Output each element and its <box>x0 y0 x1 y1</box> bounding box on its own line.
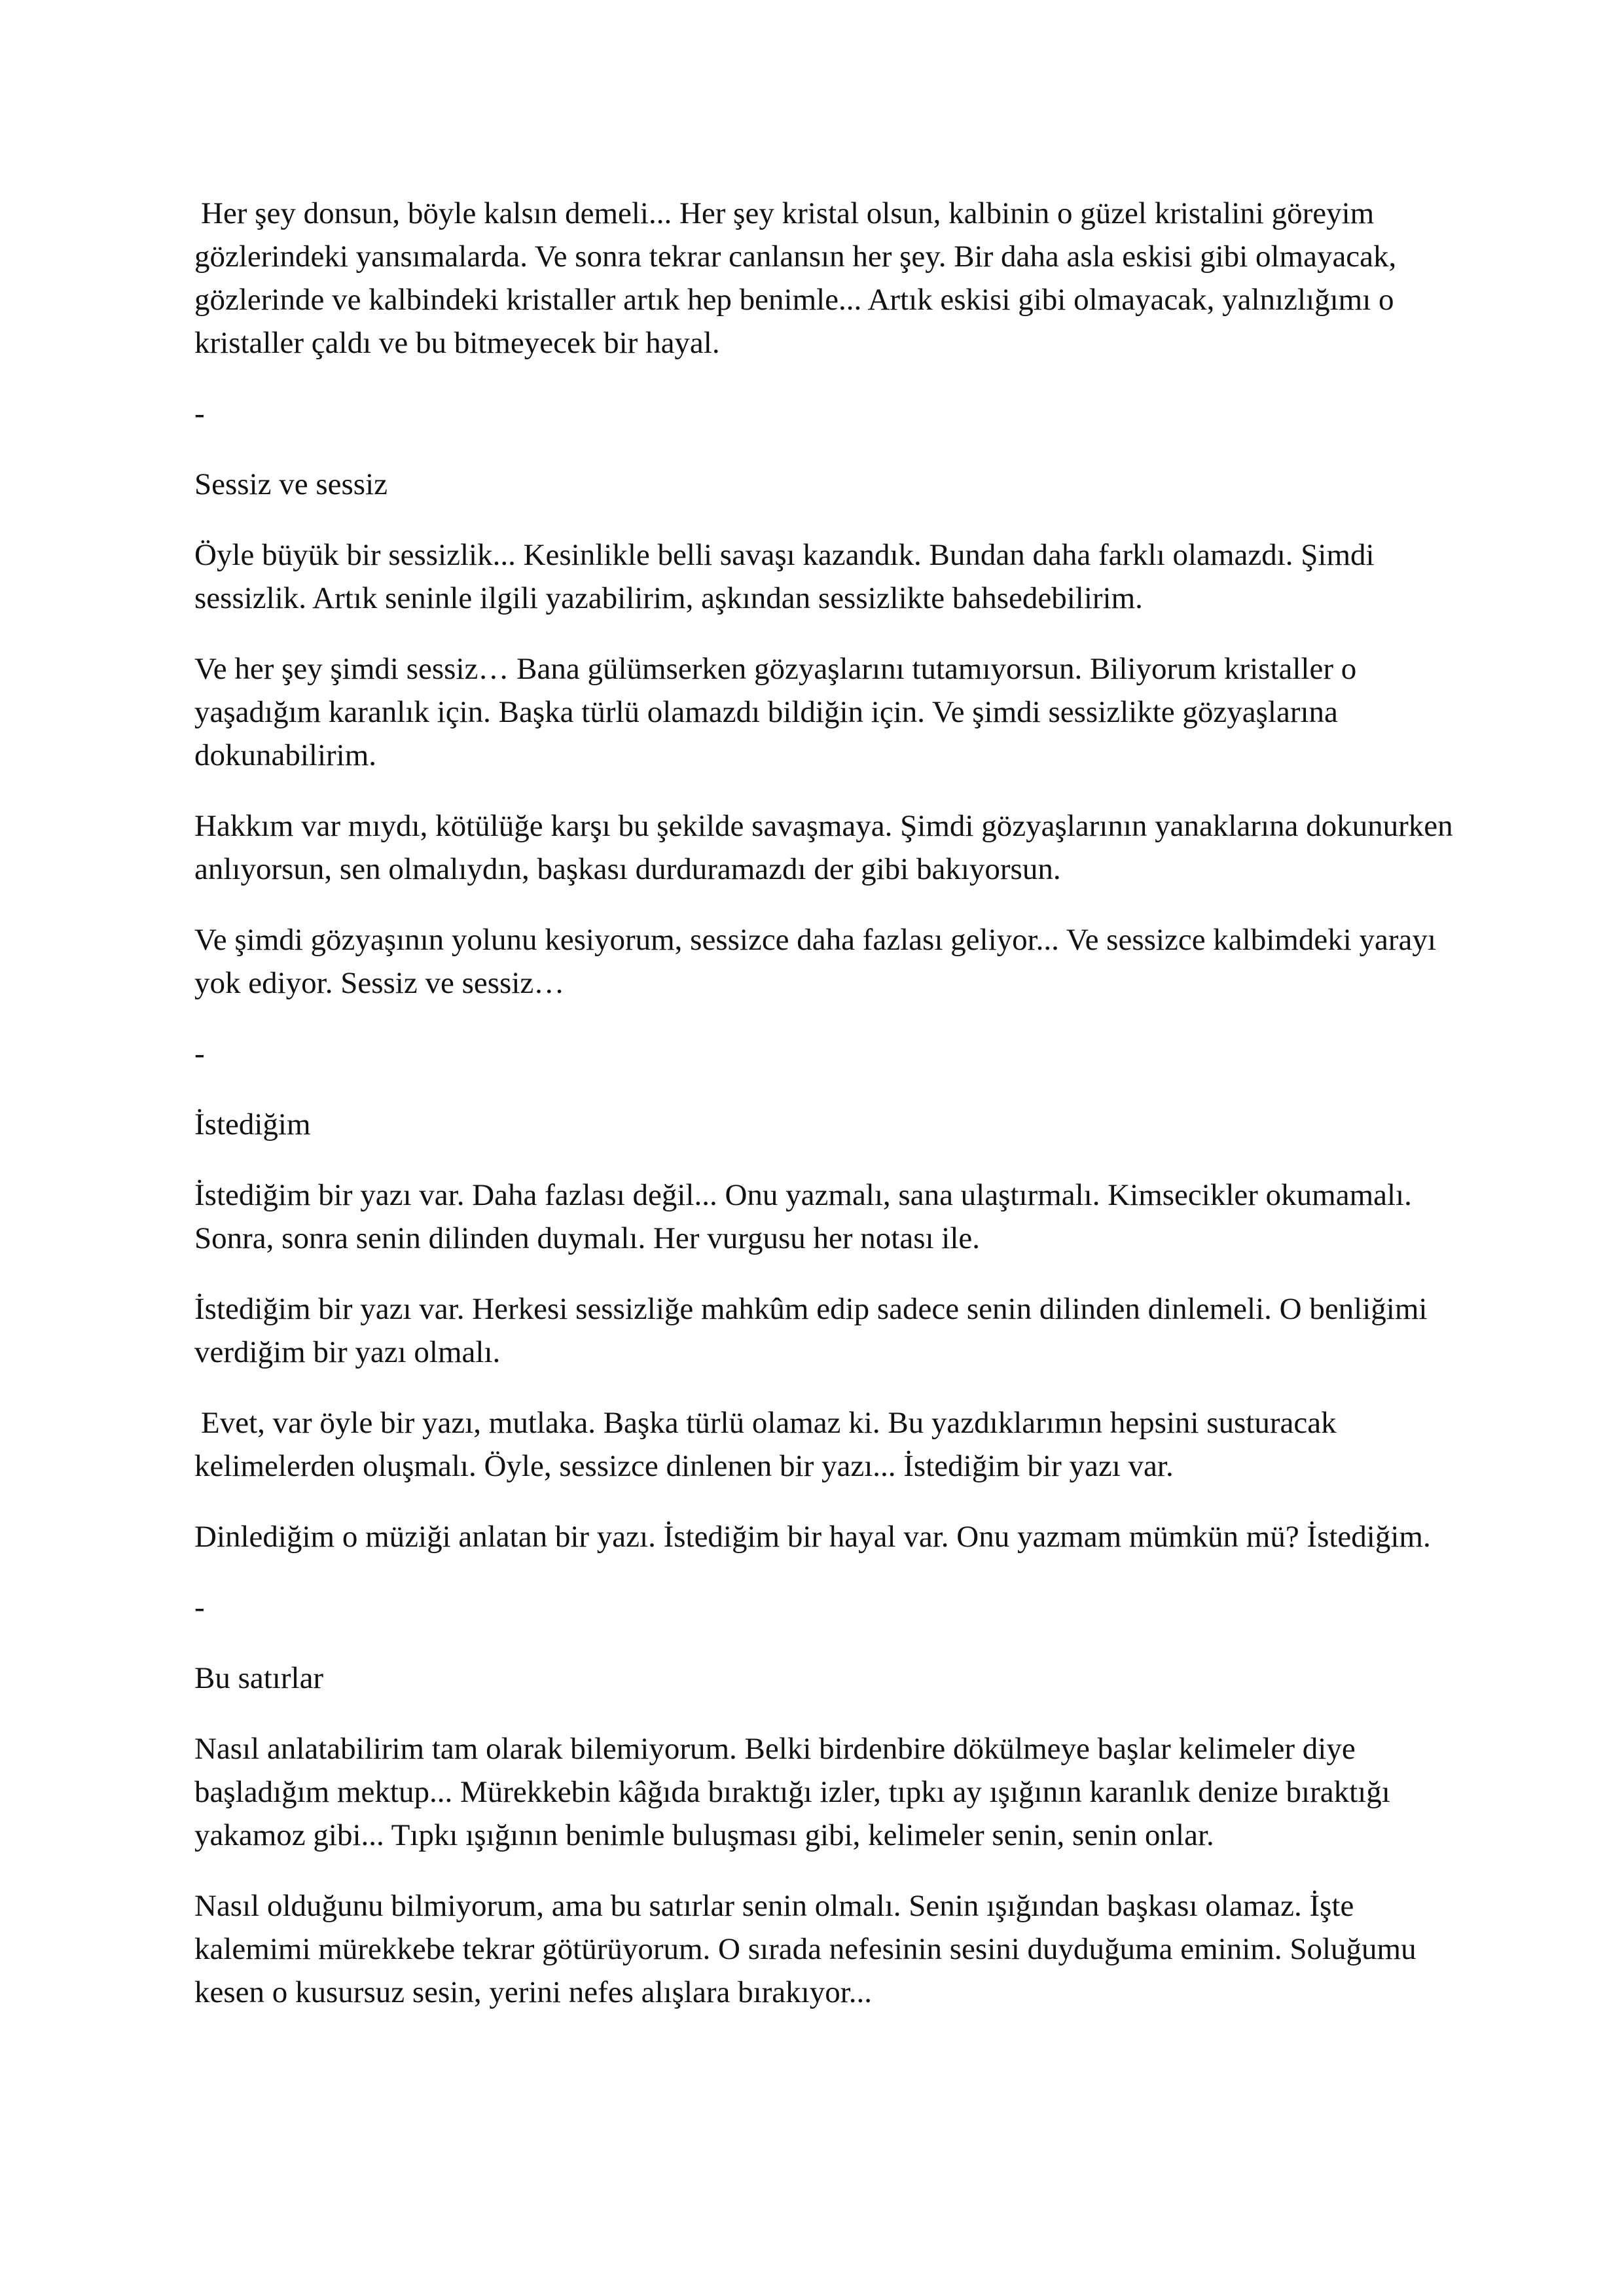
section-separator: - <box>194 1037 205 1071</box>
paragraph: Ve her şey şimdi sessiz… Bana gülümserken gözyaşlarını tutamıyorsun. Biliyorum kristaller o yaşadığım karanlık için. Başka türlü olamazdı bildiğin için. Ve şimdi sessizlikte gözyaşlarına dokunabilirim. <box>194 652 1357 772</box>
paragraph: Nasıl anlatabilirim tam olarak bilemiyorum. Belki birdenbire dökülmeye başlar kelimeler diye başladığım mektup... Mürekkebin kâğıda bıraktığı izler, tıpkı ay ışığının karanlık denize bıraktığı yakamoz gibi... Tıpkı ışığının benimle buluşması gibi, kelimeler senin, senin onlar. <box>194 1732 1390 1852</box>
paragraph: Dinlediğim o müziği anlatan bir yazı. İstediğim bir hayal var. Onu yazmam mümkün mü? İstediğim. <box>194 1520 1431 1554</box>
paragraph: İstediğim bir yazı var. Herkesi sessizliğe mahkûm edip sadece senin dilinden dinlemeli. O benliğimi verdiğim bir yazı olmalı. <box>194 1292 1428 1369</box>
paragraph: Nasıl olduğunu bilmiyorum, ama bu satırlar senin olmalı. Senin ışığından başkası olamaz. İşte kalemimi mürekkebe tekrar götürüyorum. O sırada nefesinin sesini duyduğuma eminim. Soluğumu kesen o kusursuz sesin, yerini nefes alışlara bırakıyor... <box>194 1889 1416 2009</box>
document-body <box>194 192 1458 2041</box>
section-heading: Bu satırlar <box>194 1661 324 1695</box>
section-separator: - <box>194 397 205 431</box>
paragraph: Her şey donsun, böyle kalsın demeli... Her şey kristal olsun, kalbinin o güzel kristalini göreyim gözlerindeki yansımalarda. Ve sonra tekrar canlansın her şey. Bir daha asla eskisi gibi olmayacak, gözlerinde ve kalbindeki kristaller artık hep benimle... Artık eskisi gibi olmayacak, yalnızlığımı o kristaller çaldı ve bu bitmeyecek bir hayal. <box>194 196 1397 360</box>
section-separator: - <box>194 1590 205 1624</box>
paragraph: Evet, var öyle bir yazı, mutlaka. Başka türlü olamaz ki. Bu yazdıklarımın hepsini susturacak kelimelerden oluşmalı. Öyle, sessizce dinlenen bir yazı... İstediğim bir yazı var. <box>194 1406 1337 1483</box>
section-heading: İstediğim <box>194 1107 311 1141</box>
paragraph: Öyle büyük bir sessizlik... Kesinlikle belli savaşı kazandık. Bundan daha farklı olamazdı. Şimdi sessizlik. Artık seninle ilgili yazabilirim, aşkından sessizlikte bahsedebilirim. <box>194 538 1375 615</box>
paragraph: Hakkım var mıydı, kötülüğe karşı bu şekilde savaşmaya. Şimdi gözyaşlarının yanaklarına dokunurken anlıyorsun, sen olmalıydın, başkası durduramazdı der gibi bakıyorsun. <box>194 809 1453 886</box>
paragraph: İstediğim bir yazı var. Daha fazlası değil... Onu yazmalı, sana ulaştırmalı. Kimsecikler okumamalı. Sonra, sonra senin dilinden duymalı. Her vurgusu her notası ile. <box>194 1178 1412 1255</box>
section-heading: Sessiz ve sessiz <box>194 467 388 501</box>
paragraph: Ve şimdi gözyaşının yolunu kesiyorum, sessizce daha fazlası geliyor... Ve sessizce kalbimdeki yarayı yok ediyor. Sessiz ve sessiz… <box>194 923 1436 1000</box>
